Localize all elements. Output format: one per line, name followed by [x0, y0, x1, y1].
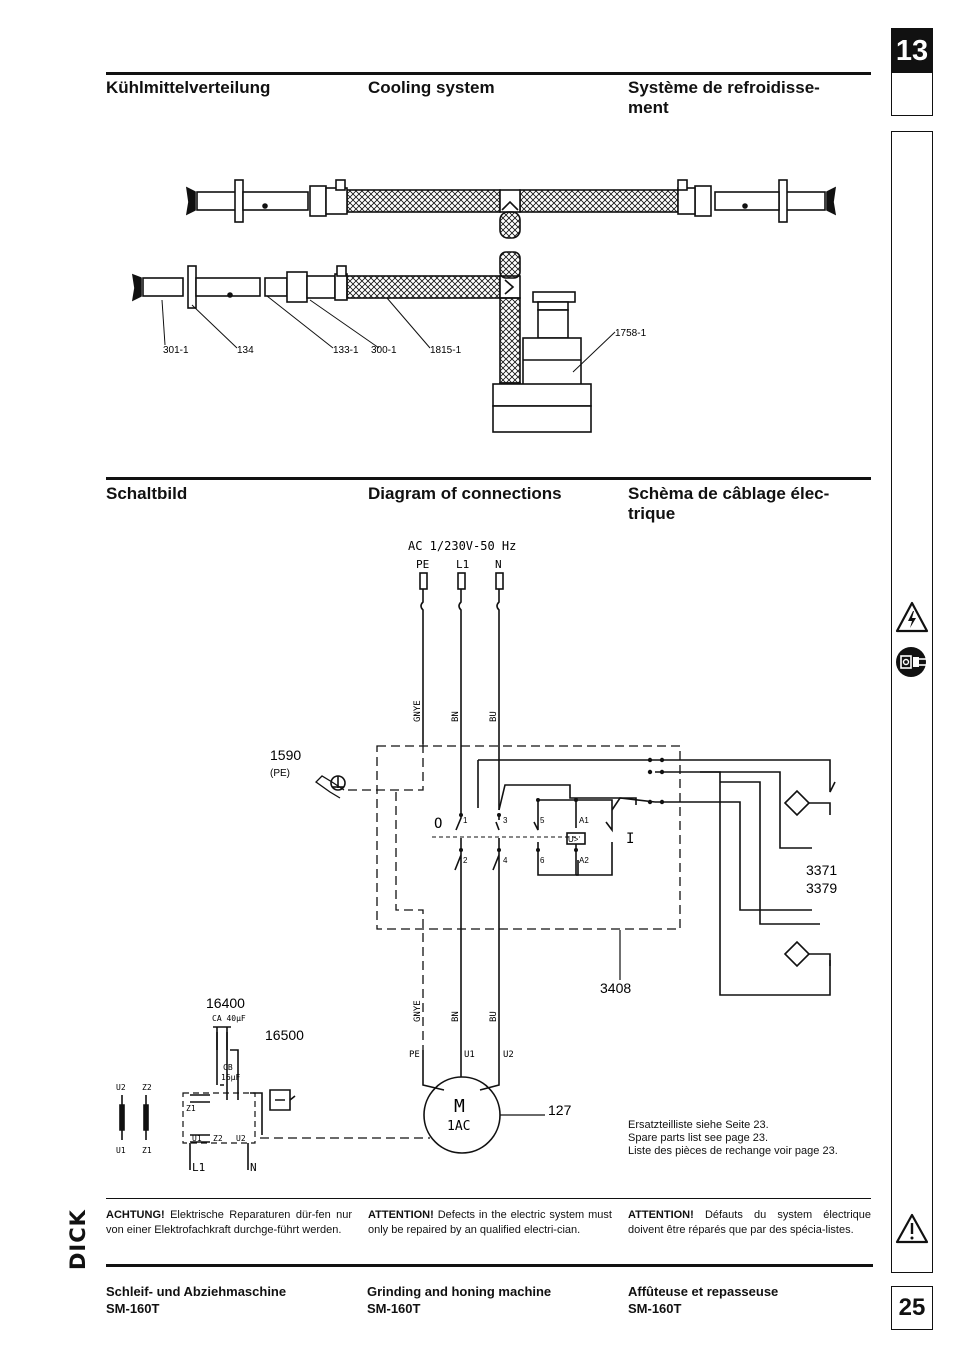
footer-de [106, 1283, 286, 1317]
coil-label: U> [568, 835, 579, 844]
motor-symbol: M [454, 1096, 465, 1117]
ground-part-number: 1590 [270, 747, 302, 763]
motor-type: 1AC [447, 1119, 471, 1134]
section-rule [106, 477, 871, 480]
contact-4: 4 [503, 856, 508, 865]
part-label-133-1: 133-1 [333, 345, 359, 356]
cap-a-part-number: 16400 [206, 995, 245, 1011]
electric-hazard-icon [894, 600, 930, 636]
warning-icon [894, 1212, 930, 1246]
wire-color-bu-bottom: BU [489, 1011, 499, 1022]
motor-terminal-u1: U1 [464, 1050, 475, 1060]
wire-color-bn-top: BN [451, 711, 461, 722]
box-term-z1: Z1 [186, 1104, 196, 1113]
cap-b-label-line1: CB [223, 1063, 233, 1072]
box-term-u2: U2 [236, 1134, 246, 1143]
footer-en-model: SM-160T [367, 1301, 421, 1316]
contact-a2: A2 [579, 856, 589, 865]
winding-label-u1: U1 [116, 1146, 126, 1155]
part-label-1758-1: 1758-1 [615, 328, 647, 339]
motor-terminal-pe: PE [409, 1050, 420, 1060]
wiring-diagram [100, 530, 880, 1180]
wiring-header-en: Diagram of connections [368, 484, 562, 503]
switch-on-label: I [626, 831, 635, 847]
box-part-number: 3408 [600, 980, 632, 996]
cap-a-label: CA 40µF [212, 1014, 246, 1023]
part-label-300-1: 300-1 [371, 345, 397, 356]
cooling-header-fr: Système de refroidisse- ment [628, 78, 820, 117]
notice-en-title: ATTENTION! [368, 1209, 434, 1221]
notice-rule [106, 1198, 871, 1199]
footer-de-model: SM-160T [106, 1301, 160, 1316]
box-term-u1: U1 [192, 1134, 202, 1143]
contact-6: 6 [540, 856, 545, 865]
cap-b-label-line2: 16µF [221, 1073, 241, 1082]
footer-en-title: Grinding and honing machine [367, 1284, 552, 1299]
notice-de-title: ACHTUNG! [106, 1209, 165, 1221]
wire-color-gnye-top: GNYE [413, 700, 423, 722]
footer-fr-title: Affûteuse et repasseuse [628, 1284, 779, 1299]
footer-en [367, 1283, 551, 1317]
notice-de-text: Elektrische Reparaturen dür-fen nur von einer Elektrofachkraft durchge-führt werden. [106, 1209, 352, 1236]
page-number: 25 [891, 1286, 933, 1330]
line-label-n: N [250, 1161, 257, 1174]
terminal-n: N [495, 558, 502, 571]
footer-fr-model: SM-160T [628, 1301, 682, 1316]
motor-terminal-u2: U2 [503, 1050, 514, 1060]
cooling-header-de: Kühlmittelverteilung [106, 78, 271, 97]
chapter-tab [891, 28, 933, 116]
line-label-l1: L1 [192, 1161, 206, 1174]
brand-name: DICK [66, 1209, 90, 1270]
spare-parts-de: Ersatzteilliste siehe Seite 23. [628, 1119, 769, 1131]
footer-fr [628, 1283, 778, 1317]
winding-label-u2: U2 [116, 1083, 126, 1092]
cap-b-part-number: 16500 [265, 1027, 304, 1043]
unplug-icon [894, 646, 930, 678]
sensor-part-3379: 3379 [806, 880, 838, 896]
notice-fr-text: Défauts du system électrique doivent être réparés que par des spécia-listes. [628, 1209, 871, 1236]
sensor-part-3371: 3371 [806, 862, 838, 878]
wiring-header-de: Schaltbild [106, 484, 188, 503]
contact-3: 3 [503, 816, 508, 825]
brand-logo [68, 1190, 90, 1270]
box-term-z2: Z2 [213, 1134, 223, 1143]
contact-1: 1 [463, 816, 468, 825]
part-label-1815-1: 1815-1 [430, 345, 462, 356]
motor-part-number: 127 [548, 1102, 572, 1118]
notice-en [368, 1208, 612, 1238]
spare-parts-en: Spare parts list see page 23. [628, 1132, 769, 1144]
side-frame [891, 131, 933, 1273]
ground-note: (PE) [270, 768, 290, 779]
footer-rule [106, 1264, 873, 1267]
notice-fr-title: ATTENTION! [628, 1209, 694, 1221]
winding-label-z2: Z2 [142, 1083, 152, 1092]
winding-label-z1: Z1 [142, 1146, 152, 1155]
wiring-header-fr: Schèma de câblage élec- trique [628, 484, 830, 523]
switch-off-label: O [434, 816, 443, 832]
spare-parts-fr: Liste des pièces de rechange voir page 23. [628, 1145, 838, 1157]
contact-2: 2 [463, 856, 468, 865]
wire-color-gnye-bottom: GNYE [413, 1000, 423, 1022]
terminal-pe: PE [416, 558, 430, 571]
notice-en-text: Defects in the electric system must only be repaired by an qualified electri-cian. [368, 1209, 612, 1236]
part-label-134: 134 [237, 345, 254, 356]
spare-parts-note [628, 1119, 878, 1158]
supply-voltage: AC 1/230V-50 Hz [408, 539, 517, 553]
cooling-system-drawing [125, 170, 845, 440]
cooling-header-en: Cooling system [368, 78, 495, 97]
footer-de-title: Schleif- und Abziehmaschine [106, 1284, 287, 1299]
contact-a1: A1 [579, 816, 589, 825]
terminal-l1: L1 [456, 558, 470, 571]
notice-fr [628, 1208, 871, 1238]
contact-5: 5 [540, 816, 545, 825]
wire-color-bu-top: BU [489, 711, 499, 722]
part-label-301-1: 301-1 [163, 345, 189, 356]
section-rule [106, 72, 871, 75]
wire-color-bn-bottom: BN [451, 1011, 461, 1022]
chapter-number: 13 [892, 29, 932, 73]
notice-de [106, 1208, 352, 1238]
